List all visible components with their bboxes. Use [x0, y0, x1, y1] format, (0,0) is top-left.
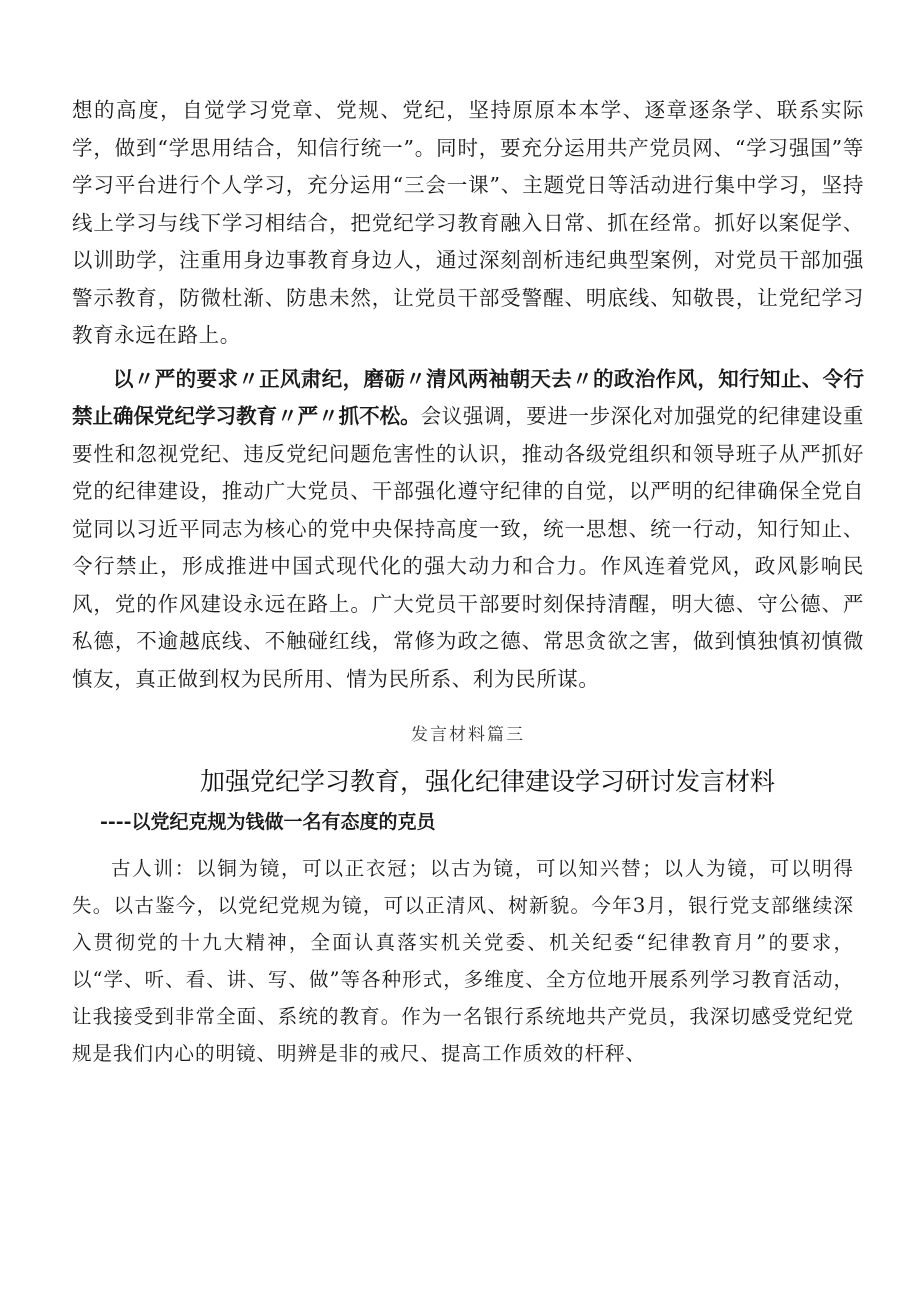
body-paragraph-2 [72, 361, 864, 699]
document-subtitle: ----以党纪克规为钱做一名有态度的克员 [100, 811, 436, 833]
body-paragraph-3: 古人训：以铜为镜，可以正衣冠；以古为镜，可以知兴替；以人为镜，可以明得失。以古鉴今，以党纪党规为镜，可以正清风、树新貌。今年3月，银行党支部继续深入贯彻党的十九大精神，全面认真落实机关党委、机关纪委“纪律教育月”的要求，以“学、听、看、讲、写、做”等各种形式，多维度、全方位地开展系列学习教育活动，让我接受到非常全面、系统的教育。作为一名银行系统地共产党员，我深切感受党纪党规是我们内心的明镜、明辨是非的戒尺、提高工作质效的杆秤、 [72, 857, 854, 1065]
section-label: 发言材料篇三 [411, 725, 525, 745]
paragraph-body-text: 会议强调，要进一步深化对加强党的纪律建设重要性和忽视党纪、违反党纪问题危害性的认识，推动各级党组织和领导班子从严抓好党的纪律建设，推动广大党员、干部强化遵守纪律的自觉，以严明的纪律确保全党自觉同以习近平同志为核心的党中央保持高度一致，统一思想、统一行动，知行知止、令行禁止，形成推进中国式现代化的强大动力和合力。作风连着党风，政风影响民风，党的作风建设永远在路上。广大党员干部要时刻保持清醒，明大德、守公德、严私德，不逾越底线、不触碰红线，常修为政之德、常思贪欲之害，做到慎独慎初慎微慎友，真正做到权为民所用、情为民所系、利为民所谋。 [72, 404, 864, 691]
body-paragraph-1: 想的高度，自觉学习党章、党规、党纪，坚持原原本本学、逐章逐条学、联系实际学，做到“学思用结合，知信行统一”。同时，要充分运用共产党员网、“学习强国”等学习平台进行个人学习，充分运用“三会一课”、主题党日等活动进行集中学习，坚持线上学习与线下学习相结合，把党纪学习教育融入日常、抓在经常。抓好以案促学、以训助学，注重用身边事教育身边人，通过深刻剖析违纪典型案例，对党员干部加强警示教育，防微杜渐、防患未然，让党员干部受警醒、明底线、知敬畏，让党纪学习教育永远在路上。 [72, 98, 864, 347]
document-title: 加强党纪学习教育，强化纪律建设学习研讨发言材料 [200, 767, 776, 796]
paragraph-lead-sentence: 以〃严的要求〃正风肃纪，磨砺〃清风两袖朝天去〃的政治作风，知行知止、令行禁止确保党纪学习教育〃严〃抓不松。 [72, 366, 864, 428]
